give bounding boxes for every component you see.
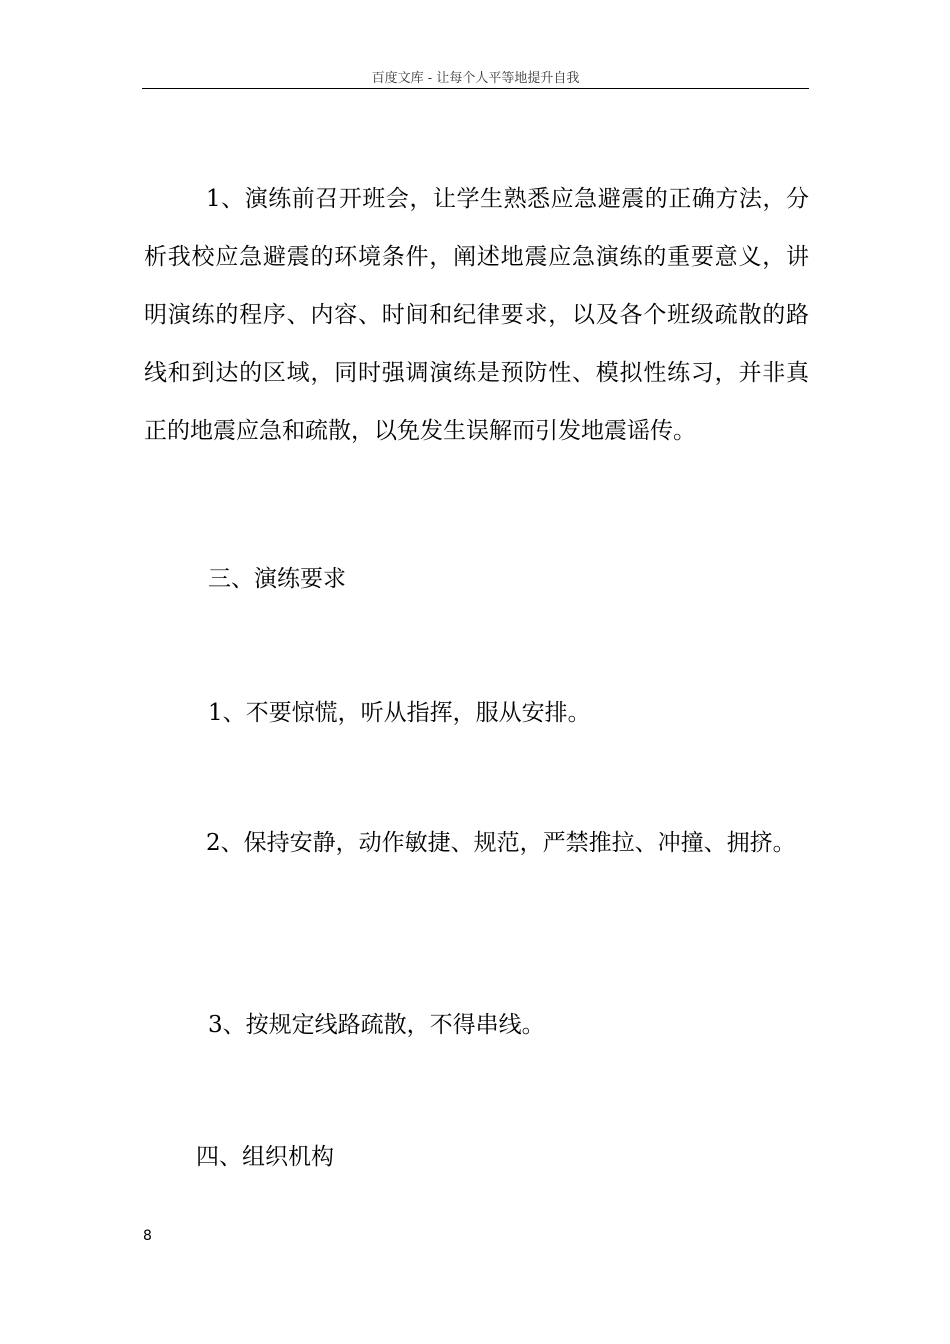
requirement-item-1: 1、不要惊慌，听从指挥，服从安排。 xyxy=(208,700,591,726)
header-divider xyxy=(142,88,809,89)
section-heading-drill-requirements: 三、演练要求 xyxy=(208,566,346,592)
page-number: 8 xyxy=(143,1228,152,1244)
page-header: 百度文库 - 让每个人平等地提升自我 xyxy=(371,71,580,86)
requirement-item-2: 2、保持安静，动作敏捷、规范，严禁推拉、冲撞、拥挤。 xyxy=(206,830,796,856)
paragraph-pre-drill-meeting: 1、演练前召开班会，让学生熟悉应急避震的正确方法，分析我校应急避震的环境条件，阐述地震应急演练的重要意义，讲明演练的程序、内容、时间和纪律要求，以及各个班级疏散的路线和到达的区域，同时强调演练是预防性、模拟性练习，并非真正的地震应急和疏散，以免发生误解而引发地震谣传。 xyxy=(144,186,809,444)
section-heading-organization: 四、组织机构 xyxy=(196,1144,334,1170)
requirement-item-3: 3、按规定线路疏散，不得串线。 xyxy=(208,1012,545,1038)
